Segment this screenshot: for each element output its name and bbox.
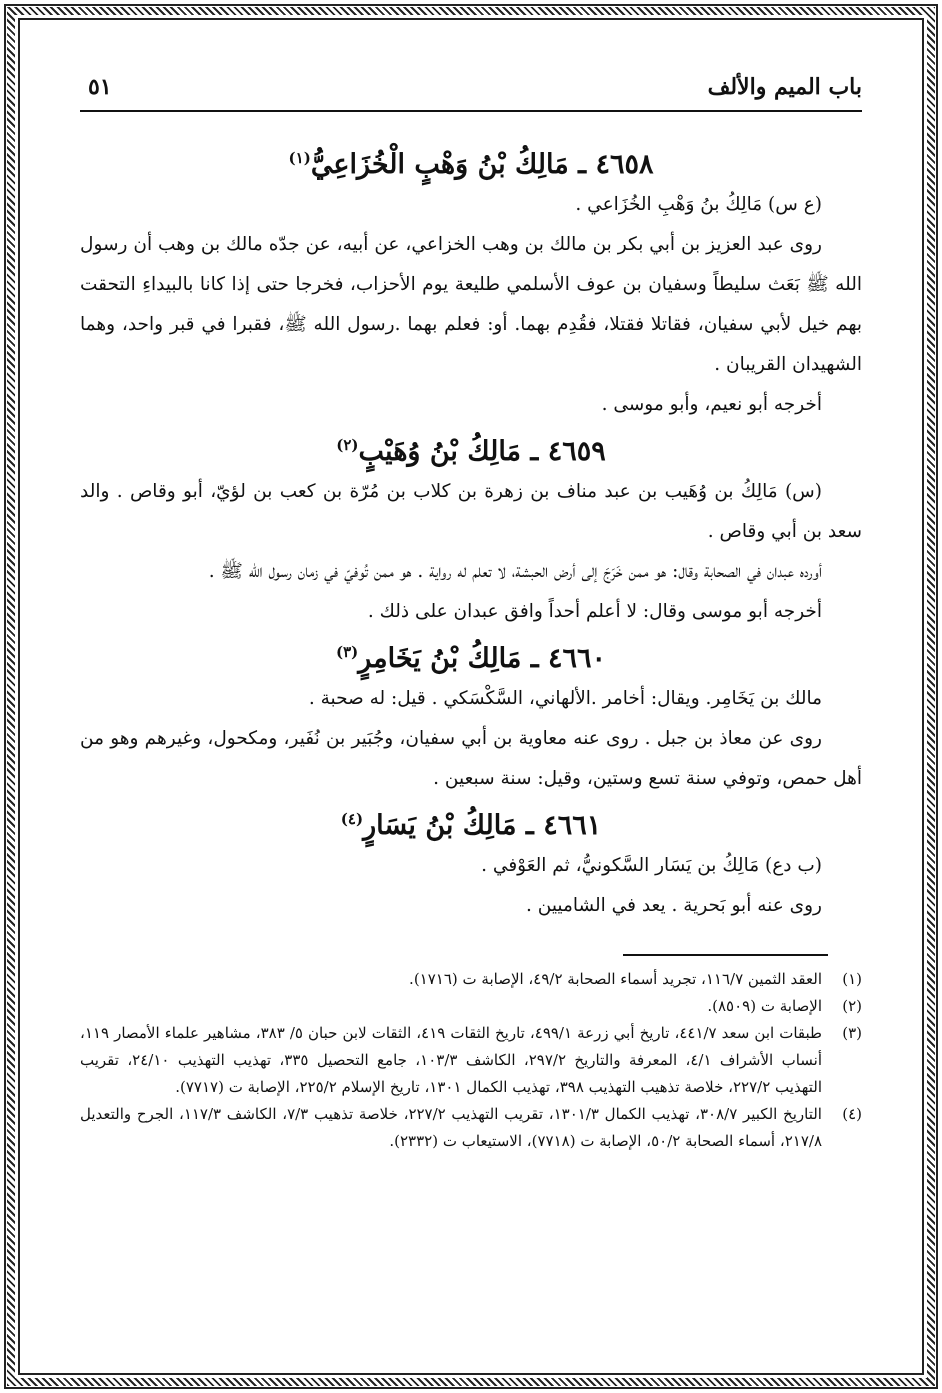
entry-title: ٤٦٥٩ ـ مَالِكُ بْنُ وُهَيْبٍ$^{(٢)}$ xyxy=(336,436,606,467)
entry-paragraph: أورده عبدان في الصحابة وقال: هو ممن خَرَجَ إلى أرض الحبشة، لا تعلم له رواية . هو ممن تُوفيّ في زمان رسول الله ﷺ . xyxy=(208,561,822,582)
footnote: (٢) الإصابة ت (٨٥٠٩). xyxy=(707,997,862,1015)
entry-title: ٤٦٥٨ ـ مَالِكُ بْنُ وَهْبٍ الْخُزَاعِيُّ$^{(١)}$ xyxy=(288,149,654,180)
running-header xyxy=(80,70,862,112)
entry-paragraph: (ع س) مَالِكُ بنُ وَهْبِ الخُزَاعي . xyxy=(575,194,822,215)
footnote: (٣) طبقات ابن سعد ٤٤١/٧، تاريخ أبي زرعة ٤٩٩/١، تاريخ الثقات ٤١٩، الثقات لابن حبان ٥/ ٣٨٣، مشاهير علماء الأمصار ١١٩، أنساب الأشراف ٤/١، المعرفة والتاريخ ٢٩٧/٢، الكاشف ١٠٣/٣، جامع التحصيل ٣٣٥، تهذيب التهذيب ٢٤/١٠، تقريب التهذيب ٢٢٧/٢، خلاصة تذهيب التهذيب ٣٩٨، تهذيب الكمال ١٣٠١، تاريخ الإسلام ٢٢٥/٢، الإصابة ت (٧٧١٧). xyxy=(80,1024,862,1096)
entry-paragraph: روى عبد العزيز بن أبي بكر بن مالك بن وهب الخزاعي، عن أبيه، عن جدّه مالك بن وهب أن رسول الله ﷺ بَعَث سليطاً وسفيان بن عوف الأسلمي طليعة يوم الأحزاب، فخرجا حتى إذا كانا بالبيداءِ التحقت بهم خيل لأبي سفيان، فقاتلا فقتلا، فقُدِم بهما. أو: فعلم بهما .رسول الله ﷺ، فقبرا في قبر واحد، وهما الشهيدان القريبان . xyxy=(80,234,862,375)
entry-paragraph: (ب دع) مَالِكُ بن يَسَار السَّكونيُّ، ثم العَوْفي . xyxy=(481,855,822,876)
footnote-ref: (١) xyxy=(288,149,311,167)
entry-title: ٤٦٦٠ ـ مَالِكُ بْنُ يَخَامِرٍ$^{(٣)}$ xyxy=(335,643,607,674)
footnote-ref: (٤) xyxy=(340,810,364,828)
entry-paragraph: أخرجه أبو نعيم، وأبو موسى . xyxy=(601,394,822,415)
entry-paragraph: روى عنه أبو بَحرية . يعد في الشاميين . xyxy=(525,895,822,916)
page-content xyxy=(80,70,862,1155)
entry-paragraph: أخرجه أبو موسى وقال: لا أعلم أحداً وافق عبدان على ذلك . xyxy=(367,601,822,622)
footnote-divider xyxy=(80,926,862,966)
footnote: (٤) التاريخ الكبير ٣٠٨/٧، تهذيب الكمال ١٣٠١/٣، تقريب التهذيب ٢٢٧/٢، خلاصة تذهيب ٧/٣، الكاشف ١١٧/٣، الجرح والتعديل ٢١٧/٨، أسماء الصحابة ٥٠/٢، الإصابة ت (٧٧١٨)، الاستيعاب ت (٢٣٣٢). xyxy=(80,1105,862,1150)
footnote-ref: (٢) xyxy=(336,436,359,454)
footnote-ref: (٣) xyxy=(335,643,359,661)
entry-title: ٤٦٦١ ـ مَالِكُ بْنُ يَسَارٍ$^{(٤)}$ xyxy=(340,810,602,841)
footnote: (١) العقد الثمين ١١٦/٧، تجريد أسماء الصحابة ٤٩/٢، الإصابة ت (١٧١٦). xyxy=(409,970,862,988)
entry-paragraph: مالك بن يَخَامِر. ويقال: أخامر .الألهاني، السَّكْسَكي . قيل: له صحبة . xyxy=(308,688,822,709)
entry-paragraph: (س) مَالِكُ بن وُهَيب بن عبد مناف بن زهرة بن كلاب بن مُرّة بن كعب بن لؤيّ، أبو وقاص . والد سعد بن أبي وقاص . xyxy=(80,481,862,542)
chapter-title: باب الميم والألف xyxy=(707,74,862,100)
entry-paragraph: روى عن معاذ بن جبل . روى عنه معاوية بن أبي سفيان، وجُبَير بن نُفَير، ومكحول، وغيرهم وهو من أهل حمص، وتوفي سنة تسع وستين، وقيل: سنة سبعين . xyxy=(80,728,862,789)
page-number: ٥١ xyxy=(88,74,112,100)
